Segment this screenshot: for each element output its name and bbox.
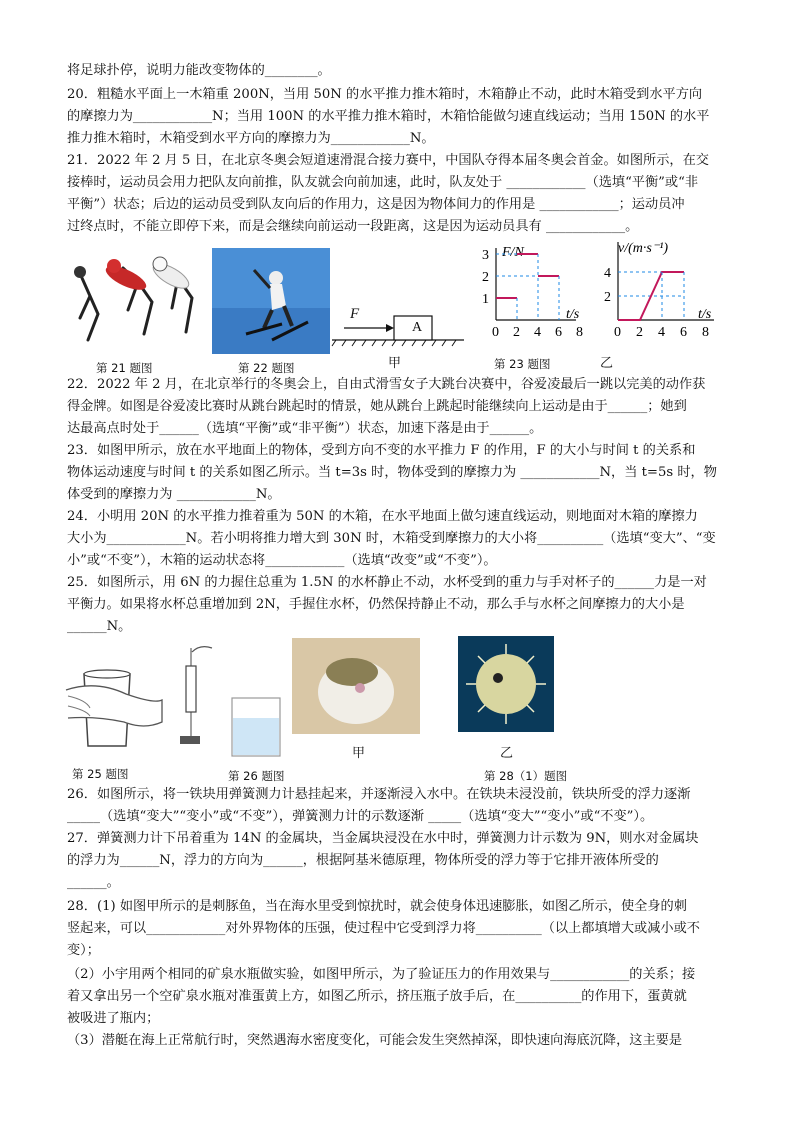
pufferfish-sand-photo: [292, 638, 420, 734]
text-line: 着又拿出另一个空矿泉水瓶对准蛋黄上方，如图乙所示，挤压瓶子放手后，在__________的作用下，蛋黄就: [67, 989, 687, 1004]
chart-xlabel: t/s: [566, 307, 580, 322]
x-tick-label: 4: [534, 325, 541, 340]
text-line: 平衡力。如果将水杯总重增加到 2N，手握住水杯，仍然保持静止不动，那么手与水杯之间摩擦力的大小是: [67, 597, 685, 612]
text-line: 22．2022 年 2 月，在北京举行的冬奥会上，自由式滑雪女子大跳台决赛中，谷爱凌最后一跳以完美的动作获: [67, 377, 706, 392]
text-line: 得金牌。如图是谷爱凌比赛时从跳台跳起时的情景，她从跳台上跳起时能继续向上运动是由于______；她到: [67, 399, 687, 414]
chart-ylabel: F/N: [502, 245, 524, 260]
x-tick-label: 2: [513, 325, 520, 340]
block-label: A: [412, 320, 423, 335]
text-line: 23．如图甲所示，放在水平地面上的物体，受到方向不变的水平推力 F 的作用，F 的大小与时间 t 的关系和: [67, 443, 696, 458]
figure-26-caption: 第 26 题图: [228, 769, 285, 783]
text-line: 接棒时，运动员会用力把队友向前推，队友就会向前加速，此时，队友处于 ____________（选填“平衡”或“非: [67, 175, 699, 190]
text-line: 物体运动速度与时间 t 的关系如图乙所示。当 t=3s 时，物体受到的摩擦力为 ____________N，当 t=5s 时，物: [67, 465, 717, 480]
x-tick-label: 4: [658, 325, 665, 340]
text-line: 小”或“不变”），木箱的运动状态将____________（选填“改变”或“不变”）。: [67, 553, 497, 568]
text-line: 28．(1) 如图甲所示的是刺豚鱼，当在海水里受到惊扰时，就会使身体迅速膨胀，如图乙所示，使全身的刺: [67, 899, 687, 914]
text-line: 24．小明用 20N 的水平推力推着重为 50N 的木箱，在水平地面上做匀速直线运动，则地面对木箱的摩擦力: [67, 509, 698, 524]
velocity-time-chart: [588, 232, 720, 342]
text-line: 20．粗糙水平面上一木箱重 200N，当用 50N 的水平推力推木箱时，木箱静止不动，此时木箱受到水平方向: [67, 87, 703, 102]
x-tick-label: 6: [680, 325, 687, 340]
figure-22-caption: 第 22 题图: [238, 361, 295, 375]
force-label: F: [350, 306, 360, 322]
text-line: 27．弹簧测力计下吊着重为 14N 的金属块，当金属块浸没在水中时，弹簧测力计示数为 9N，则水对金属块: [67, 831, 699, 846]
x-tick-label: 8: [702, 325, 709, 340]
text-line: 将足球扑停，说明力能改变物体的________。: [67, 63, 331, 78]
y-tick-label: 4: [604, 266, 611, 281]
y-tick-label: 1: [482, 292, 489, 307]
x-tick-label: 0: [492, 325, 499, 340]
text-line: 21．2022 年 2 月 5 日，在北京冬奥会短道速滑混合接力赛中，中国队夺得本届冬奥会首金。如图所示，在交: [67, 153, 709, 168]
text-line: 平衡”）状态；后边的运动员受到队友向后的作用力，这是因为物体间力的作用是 ____________；运动员冲: [67, 197, 685, 212]
ski-jump-figure: [212, 248, 330, 354]
text-line: （3）潜艇在海上正常航行时，突然遇海水密度变化，可能会发生突然掉深，即快速向海底沉降，这主要是: [67, 1033, 683, 1048]
pufferfish-inflated-photo: [458, 636, 554, 732]
text-line: 25．如图所示，用 6N 的力握住总重为 1.5N 的水杯静止不动，水杯受到的重力与手对杯子的______力是一对: [67, 575, 707, 590]
figure-28-caption: 第 28（1）题图: [484, 769, 568, 783]
text-line: 达最高点时处于______（选填“平衡”或“非平衡”）状态，加速下落是由于______。: [67, 421, 543, 436]
spring-scale-beaker-figure: [176, 642, 284, 760]
jia-caption: 甲: [388, 356, 402, 371]
figure-21-caption: 第 21 题图: [96, 361, 153, 375]
force-time-chart: [466, 238, 582, 342]
y-tick-label: 2: [604, 290, 611, 305]
text-line: 26．如图所示，将一铁块用弹簧测力计悬挂起来，并逐渐浸入水中。在铁块未浸没前，铁块所受的浮力逐渐: [67, 787, 691, 802]
text-line: _____（选填“变大”“变小”或“不变”），弹簧测力计的示数逐渐 _____（选填“变大”“变小”或“不变”）。: [67, 809, 654, 824]
text-line: （2）小宇用两个相同的矿泉水瓶做实验，如图甲所示，为了验证压力的作用效果与____________的关系；接: [67, 967, 696, 982]
figure-23-caption: 第 23 题图: [494, 357, 551, 371]
x-tick-label: 2: [636, 325, 643, 340]
text-line: 竖起来，可以____________对外界物体的压强，使过程中它受到浮力将__________（以上都填增大或减小或不: [67, 921, 700, 936]
chart-xlabel: t/s: [698, 307, 712, 322]
speed-skaters-figure: [68, 248, 210, 348]
text-line: 被吸进了瓶内；: [67, 1011, 160, 1026]
text-line: 体受到的摩擦力为 ____________N。: [67, 487, 281, 502]
x-tick-label: 0: [614, 325, 621, 340]
text-line: ______N。: [67, 619, 132, 634]
text-line: 过终点时，不能立即停下来，而是会继续向前运动一段距离，这是因为运动员具有 ____________。: [67, 219, 639, 234]
yi-caption: 乙: [600, 356, 614, 371]
text-line: 变）；: [67, 943, 100, 958]
y-tick-label: 3: [482, 248, 489, 263]
text-line: ______。: [67, 875, 120, 890]
hand-cup-figure: [66, 660, 166, 756]
text-line: 推力推木箱时，木箱受到水平方向的摩擦力为____________N。: [67, 131, 435, 146]
x-tick-label: 8: [576, 325, 583, 340]
text-line: 大小为____________N。若小明将推力增大到 30N 时，木箱受到摩擦力的大小将__________（选填“变大”、“变: [67, 531, 716, 546]
y-tick-label: 2: [482, 270, 489, 285]
figure-25-caption: 第 25 题图: [72, 767, 129, 781]
jia-caption-28: 甲: [352, 746, 366, 761]
text-line: 的摩擦力为____________N；当用 100N 的水平推力推木箱时，木箱恰能做匀速直线运动；当用 150N 的水平: [67, 109, 710, 124]
yi-caption-28: 乙: [500, 746, 514, 761]
x-tick-label: 6: [555, 325, 562, 340]
text-line: 的浮力为______N，浮力的方向为______，根据阿基米德原理，物体所受的浮力等于它排开液体所受的: [67, 853, 659, 868]
chart-ylabel: v/(m·s⁻¹): [618, 241, 669, 256]
